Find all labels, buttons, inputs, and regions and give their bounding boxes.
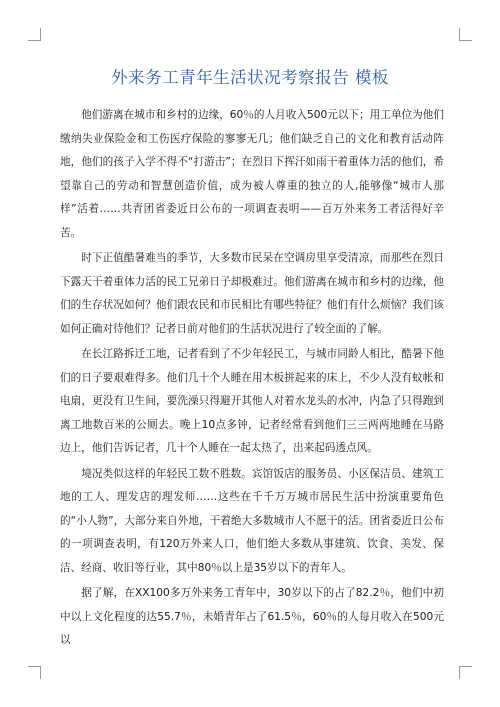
paragraph-2: 时下正值酷暑难当的季节，大多数市民呆在空调房里享受清凉，而那些在烈日下露天干着重体力活的民工兄弟日子却极难过。他们游离在城市和乡村的边缘，他们的生存状况如何？他们跟农民和市民相比有哪些特征？他们有什么烦恼？我们该如何正确对待他们？记者日前对他们的生活状况进行了较全面的了解。 bbox=[60, 252, 444, 335]
crop-mark-bottom-left bbox=[28, 666, 41, 679]
document-body bbox=[60, 104, 444, 655]
crop-mark-top-right bbox=[459, 28, 472, 41]
paragraph-1: 他们游离在城市和乡村的边缘，60％的人月收入500元以下；用工单位为他们缴纳失业保险金和工伤医疗保险的寥寥无几；他们缺乏自己的文化和教育活动阵地，他们的孩子入学不得不“打游击”；在烈日下挥汗如雨干着重体力活的他们，希望靠自己的劳动和智慧创造价值，成为被人尊重的独立的人,能够像“城市人那样”活着……共青团省委近日公布的一项调查表明——百万外来务工者活得好辛苦。 bbox=[60, 109, 444, 239]
crop-mark-bottom-right bbox=[459, 666, 472, 679]
paragraph-5: 据了解，在XX100多万外来务工青年中，30岁以下的占了82.2％，他们中初中以上文化程度的达55.7％，未婚青年占了61.5％，60％的人每月收入在500元以 bbox=[60, 587, 444, 646]
crop-mark-top-left bbox=[28, 28, 41, 41]
paragraph-3: 在长江路拆迁工地，记者看到了不少年轻民工，与城市同龄人相比，酷暑下他们的日子要艰难得多。他们几十个人睡在用木板拼起来的床上，不少人没有蚊帐和电扇，更没有卫生间，要洗澡只得避开其他人对着水龙头的水冲，内急了只得跑到离工地数百米的公厕去。晚上10点多钟，记者经常看到他们三三两两地睡在马路边上，他们告诉记者，几十个人睡在一起太热了，出来起码透点风。 bbox=[60, 348, 444, 454]
paragraph-4: 境况类似这样的年轻民工数不胜数。宾馆饭店的服务员、小区保洁员、建筑工地的工人、理发店的理发师……这些在千千万万城市居民生活中扮演重要角色的“小人物”，大部分来自外地，干着绝大多数城市人不愿干的活。团省委近日公布的一项调查表明，有120万外来人口，他们绝大多数从事建筑、饮食、美发、保洁、经商、收旧等行业，其中80％以上是35岁以下的青年人。 bbox=[60, 467, 444, 574]
document-title: 外来务工青年生活状况考察报告 模板 bbox=[111, 68, 389, 87]
